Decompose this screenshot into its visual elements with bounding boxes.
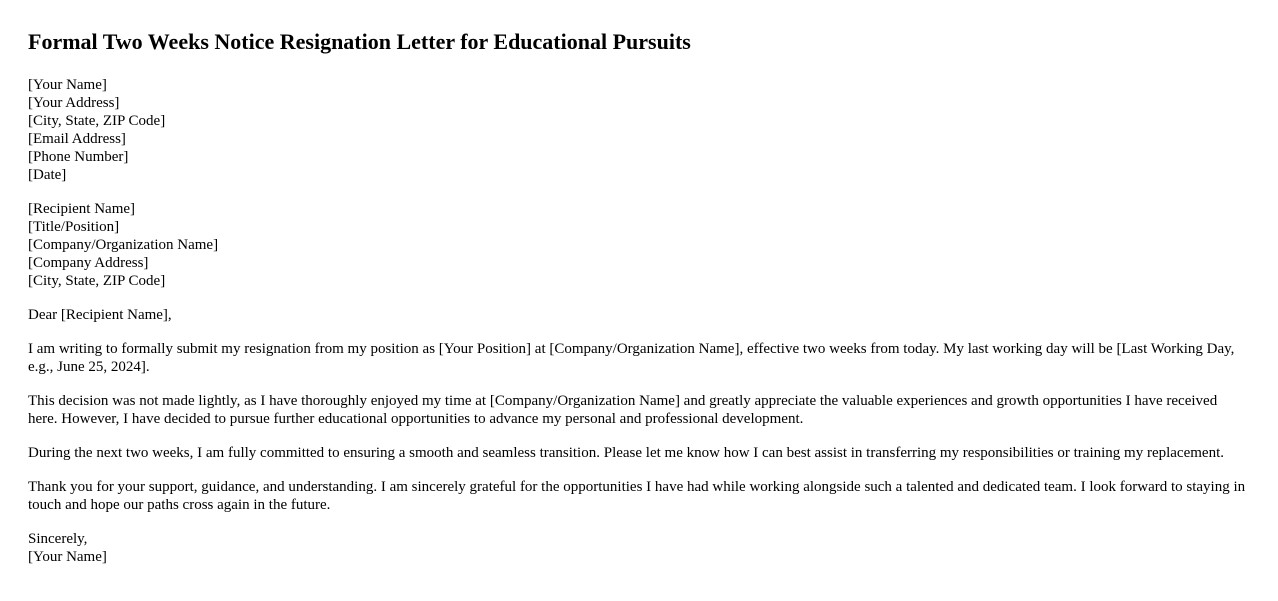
sender-name: [Your Name] xyxy=(28,77,107,93)
body-paragraph-resignation: I am writing to formally submit my resignation from my position as [Your Position] at [Company/Organization Name], effective two weeks from today. My last working day will be [Last Working Day, e.g., June 25, 2024]. xyxy=(28,341,1235,375)
letter-date: [Date] xyxy=(28,167,67,183)
body-paragraph-transition: During the next two weeks, I am fully committed to ensuring a smooth and seamless transition. Please let me know how I can best assist in transferring my responsibilities or training my replacement. xyxy=(28,445,1224,461)
sender-email: [Email Address] xyxy=(28,131,126,147)
recipient-organization: [Company/Organization Name] xyxy=(28,237,219,253)
body-paragraph-reason: This decision was not made lightly, as I have thoroughly enjoyed my time at [Company/Organization Name] and greatly appreciate the valuable experiences and growth opportunities I have received here. However, I have decided to pursue further educational opportunities to advance my personal and professional development. xyxy=(28,393,1218,427)
letter-title: Formal Two Weeks Notice Resignation Letter for Educational Pursuits xyxy=(28,29,691,54)
recipient-address-block xyxy=(28,200,1250,290)
body-paragraph-thanks: Thank you for your support, guidance, and understanding. I am sincerely grateful for the opportunities I have had while working alongside such a talented and dedicated team. I look forward to staying in touch and hope our paths cross again in the future. xyxy=(28,479,1246,513)
signature: [Your Name] xyxy=(28,549,107,565)
valediction: Sincerely, xyxy=(28,531,88,547)
recipient-city-state-zip: [City, State, ZIP Code] xyxy=(28,273,166,289)
sender-city-state-zip: [City, State, ZIP Code] xyxy=(28,113,166,129)
sender-phone: [Phone Number] xyxy=(28,149,129,165)
recipient-title: [Title/Position] xyxy=(28,219,120,235)
recipient-name: [Recipient Name] xyxy=(28,201,136,217)
closing-block xyxy=(28,530,1250,566)
recipient-address: [Company Address] xyxy=(28,255,149,271)
sender-address: [Your Address] xyxy=(28,95,120,111)
salutation: Dear [Recipient Name], xyxy=(28,307,172,323)
sender-address-block xyxy=(28,76,1250,184)
